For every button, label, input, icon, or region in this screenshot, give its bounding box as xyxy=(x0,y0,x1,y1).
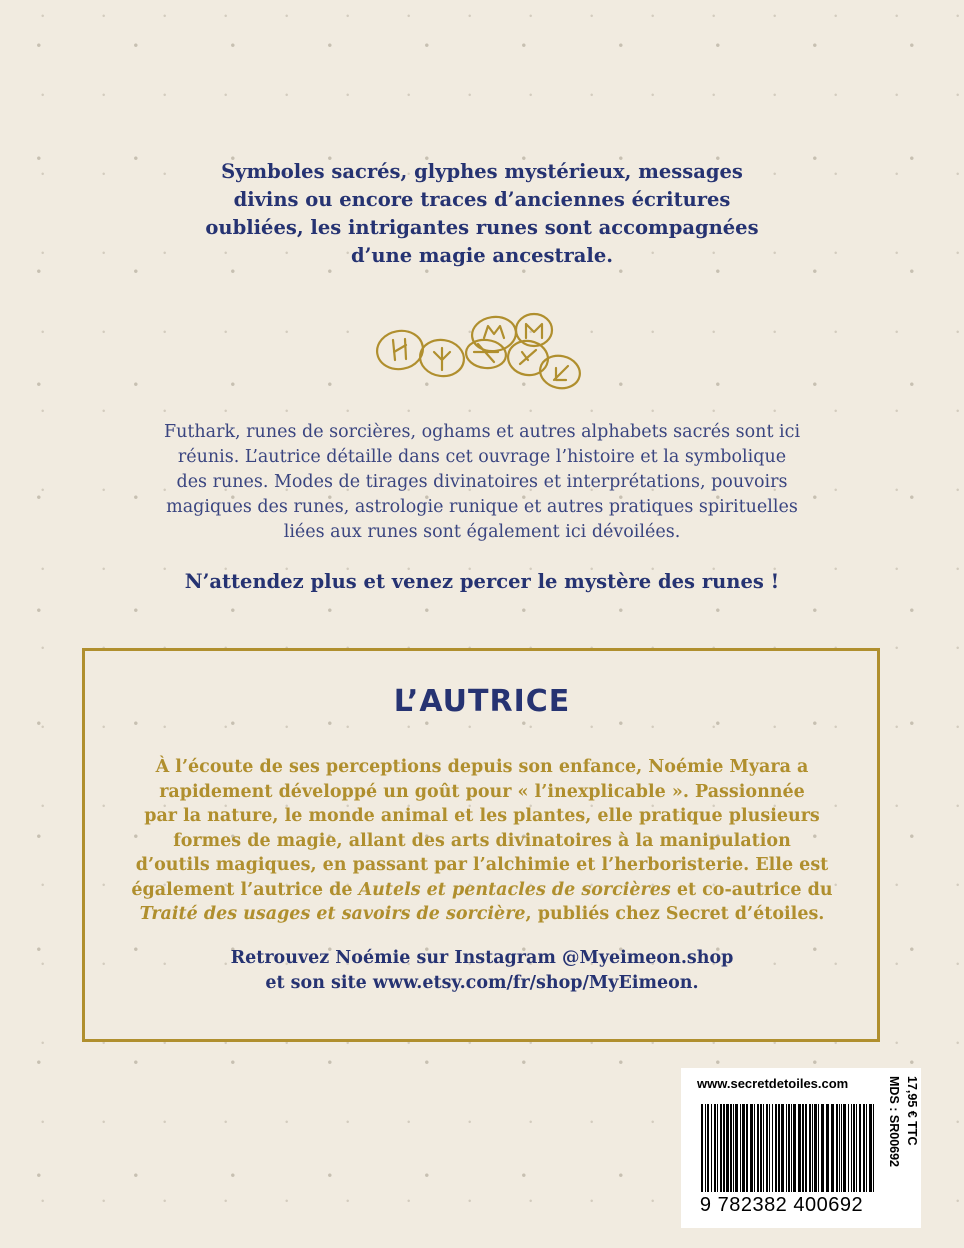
barcode-bar xyxy=(821,1104,824,1192)
barcode-bar xyxy=(853,1104,855,1192)
barcode-bar xyxy=(757,1104,759,1192)
barcode-bar xyxy=(812,1104,813,1192)
barcode-bar xyxy=(754,1104,755,1192)
rune-stones-icon xyxy=(370,312,590,392)
contact-line: et son site www.etsy.com/fr/shop/MyEimeon. xyxy=(265,972,699,993)
barcode-bar xyxy=(742,1104,745,1192)
isbn-number: 9 782382 400692 xyxy=(699,1194,864,1216)
barcode-bar xyxy=(851,1104,852,1192)
intro-line: oubliées, les intrigantes runes sont accompagnées xyxy=(205,216,759,239)
bio-line xyxy=(0,902,964,927)
barcode-bar xyxy=(841,1104,842,1192)
barcode-bar xyxy=(707,1104,709,1192)
barcode-bar xyxy=(873,1104,874,1192)
author-contact xyxy=(0,946,964,995)
barcode-bar xyxy=(723,1104,725,1192)
bio-line: rapidement développé un goût pour « l’inexplicable ». Passionnée xyxy=(159,781,805,802)
publisher-website: www.secretdetoiles.com xyxy=(697,1076,849,1091)
barcode-bar xyxy=(735,1104,738,1192)
barcode-bar xyxy=(839,1104,840,1192)
description-line: magiques des runes, astrologie runique et autres pratiques spirituelles xyxy=(166,497,798,517)
author-bio xyxy=(0,755,964,927)
barcode-bar xyxy=(766,1104,768,1192)
intro-line: Symboles sacrés, glyphes mystérieux, messages xyxy=(221,160,743,183)
bio-line xyxy=(0,878,964,903)
barcode-bar xyxy=(772,1104,773,1192)
barcode-bar xyxy=(714,1104,716,1192)
barcode-bar xyxy=(781,1104,784,1192)
barcode-bar xyxy=(818,1104,819,1192)
barcode-bar xyxy=(720,1104,722,1192)
barcode-bar xyxy=(717,1104,718,1192)
barcode-bar xyxy=(760,1104,762,1192)
description-line: Futhark, runes de sorcières, oghams et autres alphabets sacrés sont ici xyxy=(163,422,801,442)
description-line: réunis. L’autrice détaille dans cet ouvrage l’histoire et la symbolique xyxy=(177,447,787,467)
book-title-autels: Autels et pentacles de sorcières xyxy=(358,879,671,900)
barcode-bar xyxy=(859,1104,861,1192)
barcode-panel xyxy=(681,1068,921,1228)
barcode-bar xyxy=(711,1104,712,1192)
barcode-bar xyxy=(814,1104,817,1192)
barcode-bar xyxy=(869,1104,872,1192)
bio-line: par la nature, le monde animal et les plantes, elle pratique plusieurs xyxy=(144,806,820,826)
barcode-bar xyxy=(730,1104,732,1192)
product-code: MDS : SR00692 xyxy=(887,1076,901,1168)
barcode-bar xyxy=(750,1104,753,1192)
barcode-bar xyxy=(763,1104,764,1192)
bio-text: également l’autrice de xyxy=(131,879,359,900)
barcode-bar xyxy=(793,1104,796,1192)
barcode-bar xyxy=(856,1104,857,1192)
barcode-bar xyxy=(701,1104,703,1192)
book-title-traite: Traité des usages et savoirs de sorcière xyxy=(139,904,526,924)
barcode-bar xyxy=(836,1104,838,1192)
barcode-bar xyxy=(843,1104,846,1192)
barcode-bar xyxy=(791,1104,792,1192)
bio-line: À l’écoute de ses perceptions depuis son enfance, Noémie Myara a xyxy=(155,757,809,777)
barcode-bar xyxy=(769,1104,770,1192)
barcode-bar xyxy=(805,1104,807,1192)
intro-text xyxy=(0,158,964,270)
barcode-bar xyxy=(786,1104,787,1192)
barcode-bar xyxy=(733,1104,734,1192)
description-text xyxy=(0,420,964,545)
description-line: des runes. Modes de tirages divinatoires et interprétations, pouvoirs xyxy=(176,472,788,492)
barcode-bar xyxy=(740,1104,741,1192)
barcode xyxy=(699,1104,879,1196)
bio-text: , publiés chez Secret d’étoiles. xyxy=(525,904,825,924)
barcode-bar xyxy=(798,1104,801,1192)
contact-line: Retrouvez Noémie sur Instagram @Myeimeon.shop xyxy=(230,948,734,968)
barcode-bar xyxy=(866,1104,867,1192)
price: 17,95 € TTC xyxy=(905,1076,919,1146)
barcode-bar xyxy=(809,1104,811,1192)
intro-line: divins ou encore traces d’anciennes écritures xyxy=(233,188,731,211)
barcode-bar xyxy=(775,1104,777,1192)
barcode-bar xyxy=(746,1104,748,1192)
intro-line: d’une magie ancestrale. xyxy=(350,244,614,267)
barcode-bar xyxy=(778,1104,780,1192)
description-line: liées aux runes sont également ici dévoilées. xyxy=(283,522,681,542)
bio-line: d’outils magiques, en passant par l’alchimie et l’herboristerie. Elle est xyxy=(135,855,829,875)
author-title: L’AUTRICE xyxy=(393,684,571,719)
barcode-bar xyxy=(863,1104,865,1192)
barcode-bar xyxy=(788,1104,790,1192)
barcode-bar xyxy=(802,1104,804,1192)
barcode-bar xyxy=(826,1104,829,1192)
barcode-bar xyxy=(848,1104,849,1192)
barcode-bar xyxy=(705,1104,706,1192)
barcode-bar xyxy=(831,1104,834,1192)
bio-text: et co-autrice du xyxy=(670,879,833,900)
barcode-bar xyxy=(726,1104,729,1192)
bio-line: formes de magie, allant des arts divinatoires à la manipulation xyxy=(173,830,791,851)
call-to-action: N’attendez plus et venez percer le mystère des runes ! xyxy=(184,570,780,593)
